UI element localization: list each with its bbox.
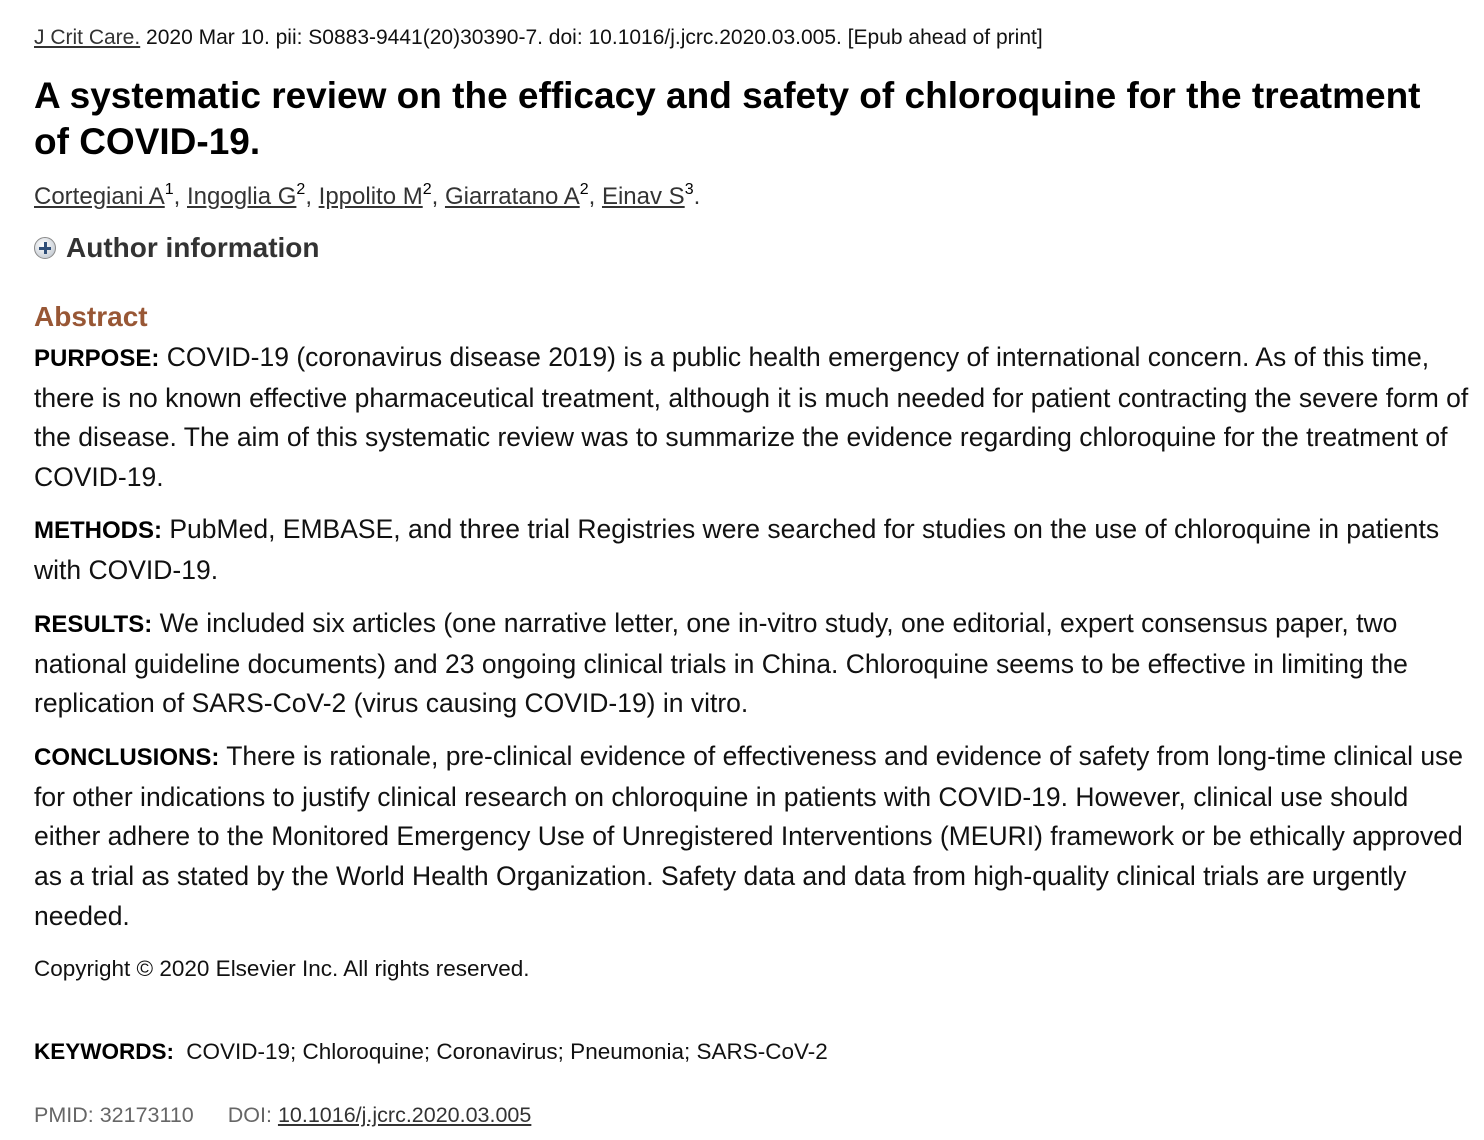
author-affiliation-number: 2 xyxy=(579,181,589,198)
article-identifiers xyxy=(34,1103,531,1128)
abstract-conclusions xyxy=(34,737,1480,937)
doi-link[interactable]: 10.1016/j.jcrc.2020.03.005 xyxy=(277,1103,532,1127)
section-text: There is rationale, pre-clinical evidence of effectiveness and evidence of safety from long-time clinical use for other indications to justify clinical research on chloroquine in patients with COVID-19. However, clinical use should either adhere to the Monitored Emergency Use of Unregistered Interventions (MEURI) framework or be ethically approved as a trial as stated by the World Health Organization. Safety data and data from high-quality clinical trials are urgently needed. xyxy=(34,741,1464,931)
section-text: COVID-19 (coronavirus disease 2019) is a public health emergency of international concern. As of this time, there is no known effective pharmaceutical treatment, although it is much needed for patient contracting the severe form of the disease. The aim of this systematic review was to summarize the evidence regarding chloroquine for the treatment of COVID-19. xyxy=(34,342,1469,493)
keywords-label: KEYWORDS: xyxy=(34,1039,174,1064)
copyright-notice: Copyright © 2020 Elsevier Inc. All rights reserved. xyxy=(34,956,530,981)
author-list xyxy=(34,183,700,211)
section-text: We included six articles (one narrative letter, one in-vitro study, one editorial, expert consensus paper, two national guideline documents) and 23 ongoing clinical trials in China. Chloroquine seems to be effective in limiting the replication of SARS-CoV-2 (virus causing COVID-19) in vitro. xyxy=(34,608,1408,719)
author-information-label[interactable]: Author information xyxy=(66,232,320,263)
author-link[interactable]: Giarratano A xyxy=(444,183,580,210)
author-link[interactable]: Ingoglia G xyxy=(187,183,297,210)
citation-line xyxy=(34,26,1043,50)
keywords-text: COVID-19; Chloroquine; Coronavirus; Pneumonia; SARS-CoV-2 xyxy=(186,1039,828,1064)
section-text: PubMed, EMBASE, and three trial Registries were searched for studies on the use of chloroquine in patients with COVID-19. xyxy=(34,514,1440,585)
section-label: CONCLUSIONS: xyxy=(34,744,220,771)
section-label: METHODS: xyxy=(34,517,162,544)
author-link[interactable]: Cortegiani A xyxy=(34,183,165,210)
author-affiliation-number: 2 xyxy=(296,181,306,198)
abstract-heading: Abstract xyxy=(34,301,148,332)
section-label: RESULTS: xyxy=(34,611,153,638)
pmid: PMID: 32173110 xyxy=(34,1103,194,1127)
author-affiliation-number: 2 xyxy=(422,181,432,198)
abstract-methods xyxy=(34,510,1480,590)
author-affiliation-number: 1 xyxy=(164,181,174,198)
author-separator: , xyxy=(173,183,187,210)
author-link[interactable]: Einav S xyxy=(601,183,685,210)
author-link[interactable]: Ippolito M xyxy=(318,183,423,210)
article-title: A systematic review on the efficacy and safety of chloroquine for the treatment of COVID-19. xyxy=(34,75,1421,162)
keywords-line xyxy=(34,1039,828,1065)
doi-label: DOI: xyxy=(227,1103,272,1127)
citation-details: 2020 Mar 10. pii: S0883-9441(20)30390-7. doi: 10.1016/j.jcrc.2020.03.005. [Epub ahead of print] xyxy=(146,26,1043,49)
abstract-results xyxy=(34,604,1480,724)
section-label: PURPOSE: xyxy=(34,345,160,372)
author-separator: , xyxy=(588,183,602,210)
author-separator: . xyxy=(693,183,701,210)
author-separator: , xyxy=(305,183,319,210)
author-information-toggle[interactable] xyxy=(34,232,320,264)
author-separator: , xyxy=(431,183,445,210)
plus-expand-icon[interactable] xyxy=(34,237,56,259)
author-affiliation-number: 3 xyxy=(684,181,694,198)
journal-link[interactable]: J Crit Care. xyxy=(34,26,141,49)
abstract-purpose xyxy=(34,338,1480,498)
